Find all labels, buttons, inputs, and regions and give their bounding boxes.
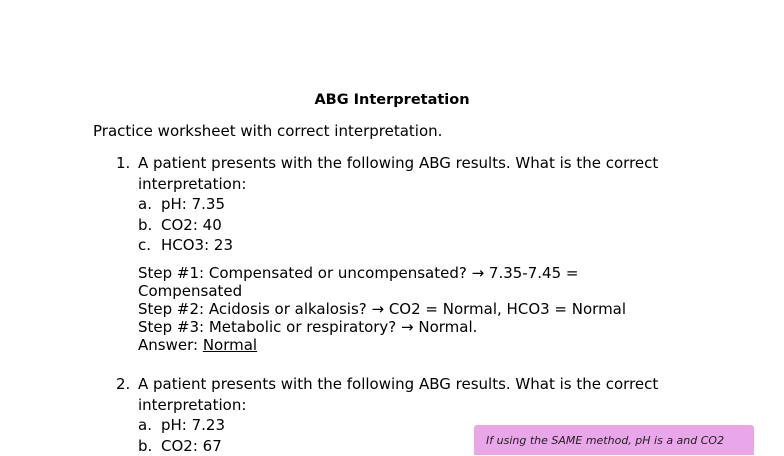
option-letter: a. [138,415,161,436]
option-b [138,215,716,236]
question-number: 2. [116,374,130,395]
step-1-continued: Compensated [138,282,716,300]
option-text: pH: 7.23 [161,416,225,434]
step-3: Step #3: Metabolic or respiratory? → Normal. [138,318,716,336]
intro-text: Practice worksheet with correct interpretation. [93,122,442,140]
question-prompt-line: interpretation: [138,395,716,416]
question-prompt-line: A patient presents with the following ABG results. What is the correct [138,153,716,174]
comment-note[interactable] [474,425,754,455]
step-1: Step #1: Compensated or uncompensated? → 7.35-7.45 = [138,264,716,282]
solution-steps [138,264,716,354]
option-c [138,235,716,256]
question-1 [116,153,716,354]
question-prompt [138,374,716,415]
answer-label: Answer: [138,336,203,354]
option-text: HCO3: 23 [161,236,233,254]
option-letter: b. [138,436,161,456]
option-text: CO2: 67 [161,437,222,455]
answer-value: Normal [203,336,257,354]
option-letter: a. [138,194,161,215]
option-a [138,194,716,215]
document-title: ABG Interpretation [0,92,784,108]
comment-note-text: If using the SAME method, pH is a and CO2 [486,434,724,447]
step-2: Step #2: Acidosis or alkalosis? → CO2 = Normal, HCO3 = Normal [138,300,716,318]
question-prompt-line: A patient presents with the following ABG results. What is the correct [138,374,716,395]
question-prompt-line: interpretation: [138,174,716,195]
option-text: CO2: 40 [161,216,222,234]
option-letter: c. [138,235,161,256]
question-prompt [138,153,716,194]
answer-line [138,336,716,354]
option-text: pH: 7.35 [161,195,225,213]
question-number: 1. [116,153,130,174]
option-letter: b. [138,215,161,236]
